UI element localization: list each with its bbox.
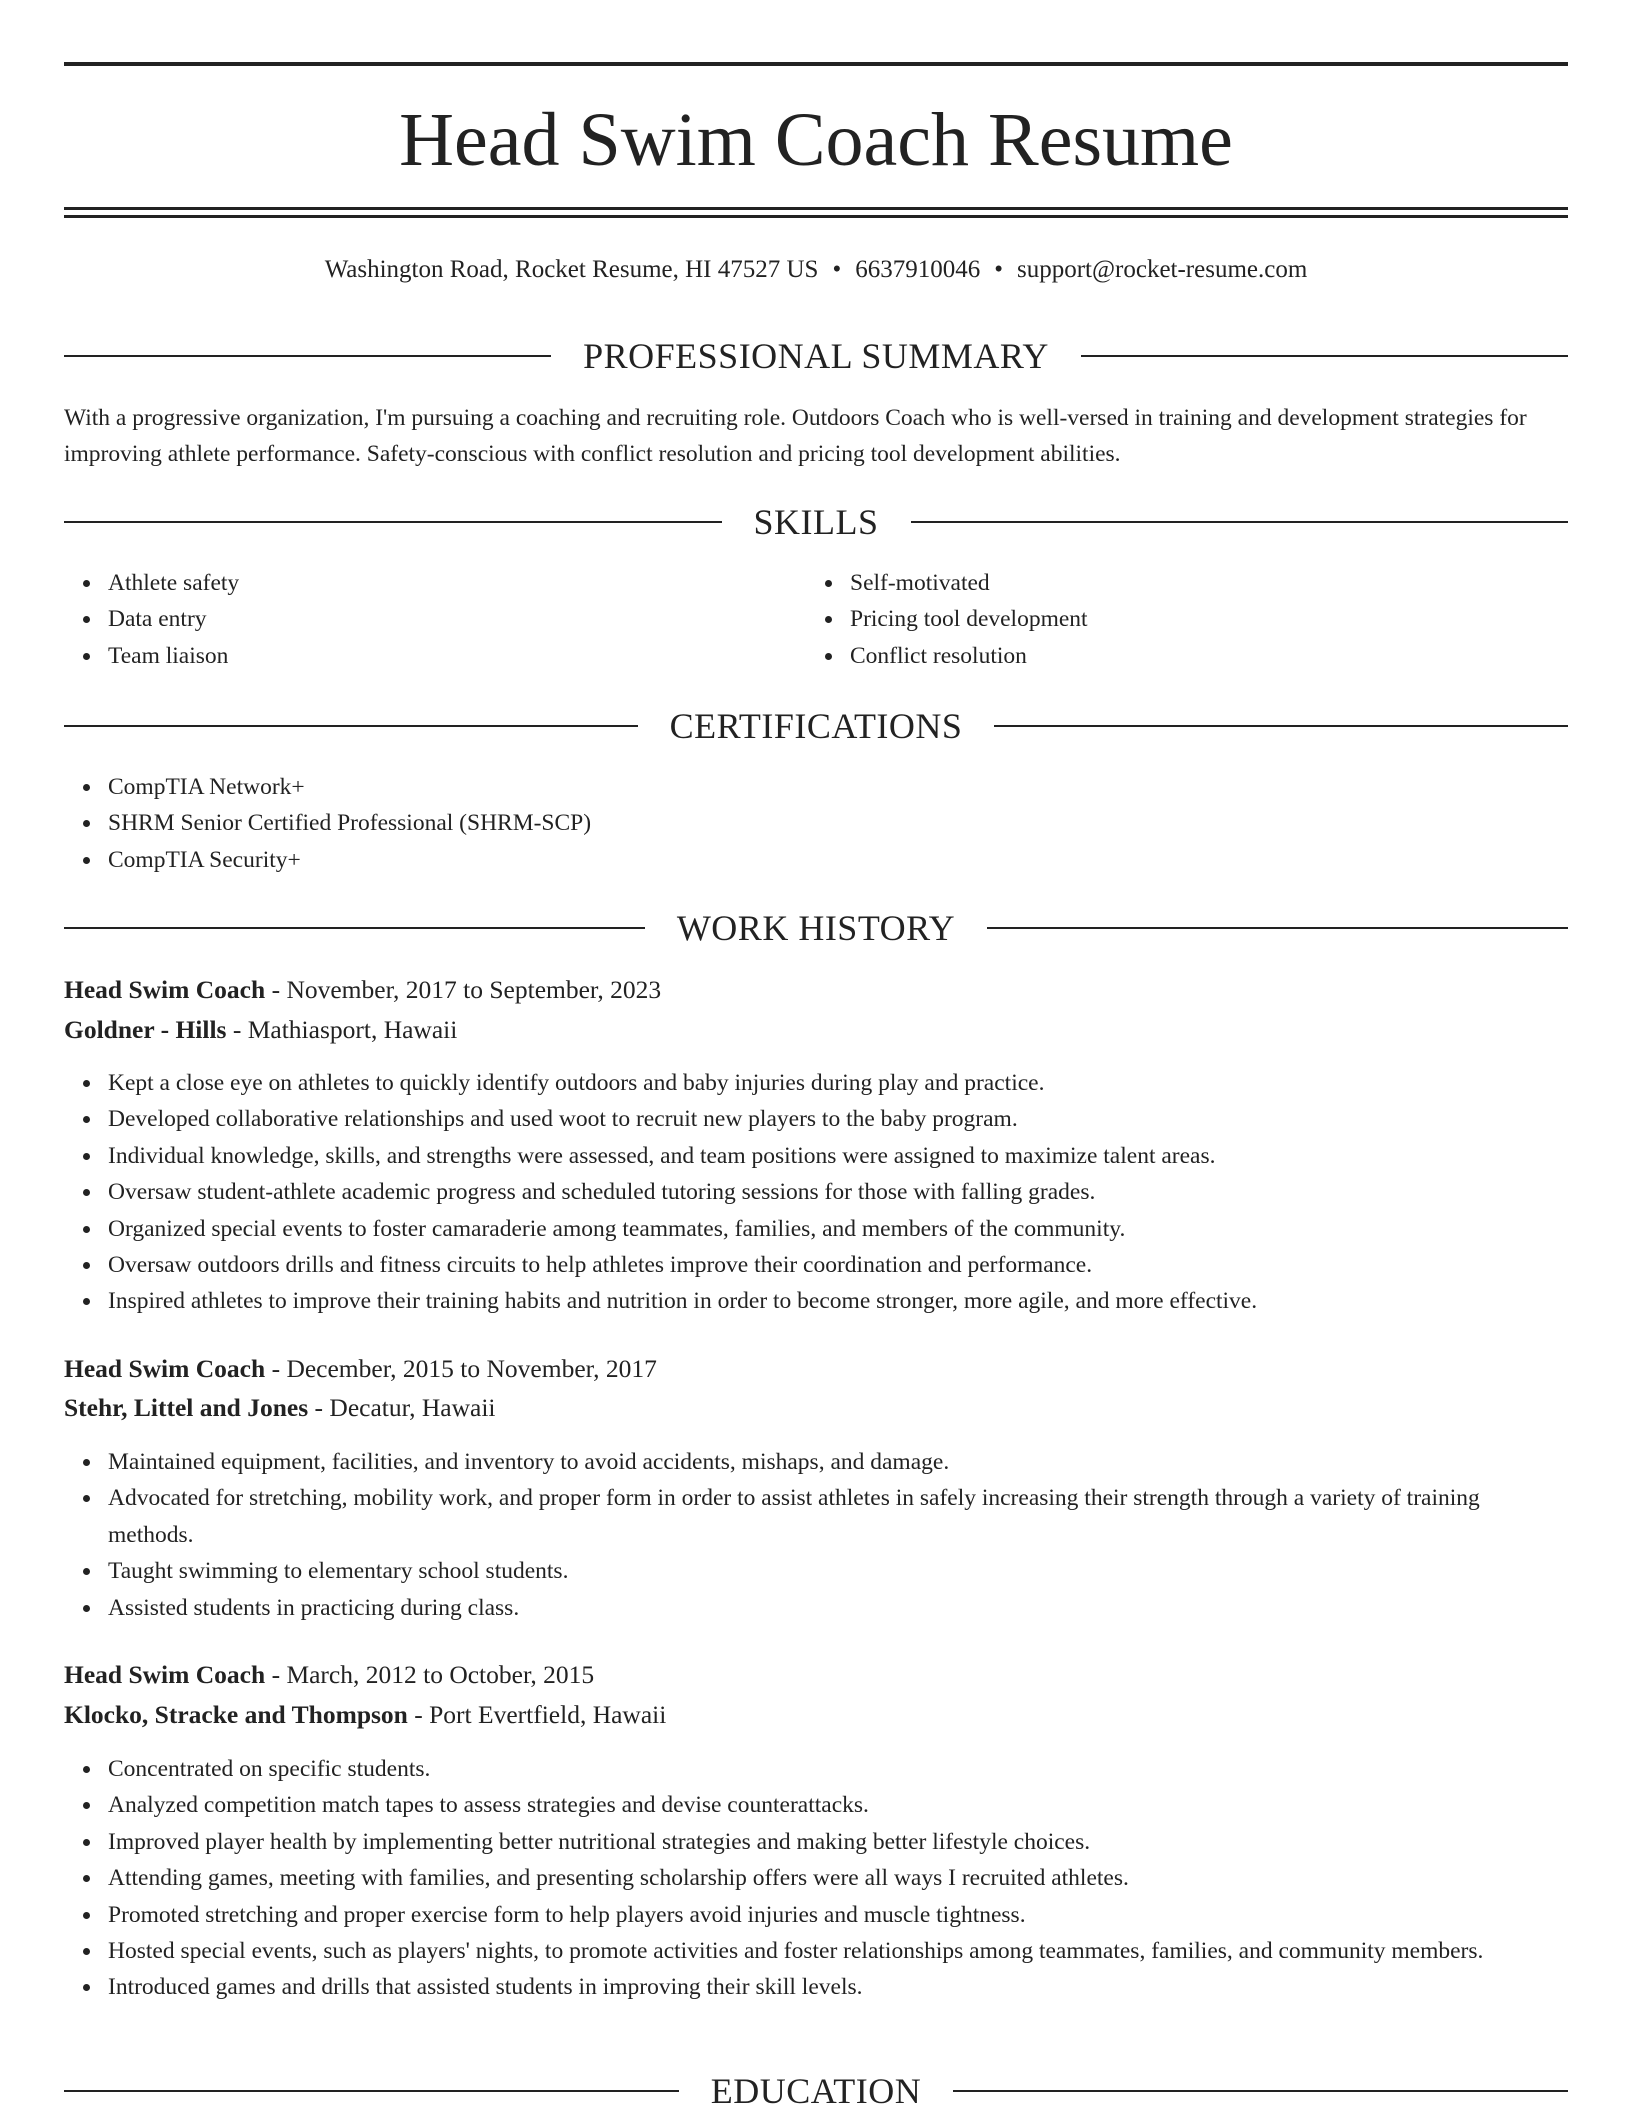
dash: - xyxy=(414,1700,423,1729)
certification-item: SHRM Senior Certified Professional (SHRM-SCP) xyxy=(108,805,1568,841)
skill-item: Team liaison xyxy=(108,638,808,674)
heading-rule-right xyxy=(911,521,1569,523)
contact-separator: • xyxy=(994,256,1003,283)
job-bullet: Advocated for stretching, mobility work, and proper form in order to assist athletes in safely increasing their strength through a variety of training methods. xyxy=(108,1480,1568,1553)
header-rule-upper xyxy=(64,207,1568,210)
heading-rule-left xyxy=(64,2090,679,2092)
job-bullet: Organized special events to foster camaraderie among teammates, families, and members of the community. xyxy=(108,1211,1568,1247)
section-title: WORK HISTORY xyxy=(676,908,956,948)
section-heading-summary xyxy=(64,334,1568,378)
heading-rule-right xyxy=(994,725,1568,727)
job-title-line xyxy=(64,971,1568,1009)
resume-title: Head Swim Coach Resume xyxy=(399,98,1233,182)
section-heading-certifications xyxy=(64,704,1568,748)
contact-separator: • xyxy=(832,256,842,283)
contact-phone: 6637910046 xyxy=(855,256,981,283)
heading-rule-right xyxy=(1081,355,1568,357)
heading-rule-left xyxy=(64,355,551,357)
job-bullet: Promoted stretching and proper exercise form to help players avoid injuries and muscle tightness. xyxy=(108,1897,1568,1933)
contact-address: Washington Road, Rocket Resume, HI 47527 US xyxy=(324,256,819,283)
job-dates: December, 2015 to November, 2017 xyxy=(286,1354,657,1383)
heading-rule-right xyxy=(953,2090,1568,2092)
job-bullet: Introduced games and drills that assisted students in improving their skill levels. xyxy=(108,1969,1568,2005)
certifications-list xyxy=(64,769,1568,878)
heading-rule-right xyxy=(987,927,1568,929)
job-bullet: Analyzed competition match tapes to assess strategies and devise counterattacks. xyxy=(108,1787,1568,1823)
section-title: EDUCATION xyxy=(710,2071,922,2111)
job-title: Head Swim Coach xyxy=(64,975,266,1004)
job-location: Decatur, Hawaii xyxy=(329,1393,496,1422)
job-title-line xyxy=(64,1656,1568,1694)
dash: - xyxy=(271,1354,281,1383)
dash: - xyxy=(271,975,281,1004)
job-bullet: Oversaw outdoors drills and fitness circuits to help athletes improve their coordination and performance. xyxy=(108,1247,1568,1283)
section-heading-work-history xyxy=(64,906,1568,950)
job-company-line xyxy=(64,1389,1568,1427)
job-company-line xyxy=(64,1011,1568,1049)
section-heading-skills xyxy=(64,500,1568,544)
certification-item: CompTIA Network+ xyxy=(108,769,1568,805)
job-location: Port Evertfield, Hawaii xyxy=(429,1700,667,1729)
heading-rule-left xyxy=(64,725,638,727)
job-bullet: Maintained equipment, facilities, and inventory to avoid accidents, mishaps, and damage. xyxy=(108,1444,1568,1480)
job-dates: November, 2017 to September, 2023 xyxy=(286,975,662,1004)
heading-rule-left xyxy=(64,521,722,523)
skill-item: Conflict resolution xyxy=(850,638,1550,674)
skill-item: Pricing tool development xyxy=(850,601,1550,637)
section-title: PROFESSIONAL SUMMARY xyxy=(583,336,1049,376)
job-location: Mathiasport, Hawaii xyxy=(247,1015,458,1044)
dash: - xyxy=(314,1393,324,1422)
certification-item: CompTIA Security+ xyxy=(108,842,1568,878)
job-bullet: Hosted special events, such as players' nights, to promote activities and foster relationships among teammates, families, and community members. xyxy=(108,1933,1568,1969)
section-heading-education xyxy=(64,2069,1568,2113)
contact-email: support@rocket-resume.com xyxy=(1017,256,1308,283)
job-bullet: Developed collaborative relationships and used woot to recruit new players to the baby program. xyxy=(108,1101,1568,1137)
heading-rule-left xyxy=(64,927,645,929)
job-bullet: Taught swimming to elementary school students. xyxy=(108,1553,1568,1589)
job-company-line xyxy=(64,1696,1568,1734)
job-bullet: Concentrated on specific students. xyxy=(108,1751,1568,1787)
job-title-line xyxy=(64,1350,1568,1388)
job-bullets xyxy=(64,1444,1568,1626)
skill-item: Self-motivated xyxy=(850,565,1550,601)
job-dates: March, 2012 to October, 2015 xyxy=(286,1660,595,1689)
dash: - xyxy=(271,1660,281,1689)
summary-text: With a progressive organization, I'm pursuing a coaching and recruiting role. Outdoors Coach who is well-versed in training and development strategies for improving athlete performance. Safety-conscious with conflict resolution and pricing tool development abilities. xyxy=(64,405,1527,467)
skills-list-left xyxy=(64,565,808,674)
job-bullet: Individual knowledge, skills, and strengths were assessed, and team positions were assigned to maximize talent areas. xyxy=(108,1138,1568,1174)
skill-item: Data entry xyxy=(108,601,808,637)
job-bullet: Improved player health by implementing better nutritional strategies and making better lifestyle choices. xyxy=(108,1824,1568,1860)
dash: - xyxy=(232,1015,242,1044)
header-top-rule xyxy=(64,62,1568,66)
header-rule-lower xyxy=(64,215,1568,218)
job-company: Klocko, Stracke and Thompson xyxy=(64,1700,408,1729)
job-bullets xyxy=(64,1751,1568,2006)
contact-line xyxy=(64,252,1568,288)
job-title: Head Swim Coach xyxy=(64,1660,266,1689)
job-title: Head Swim Coach xyxy=(64,1354,266,1383)
section-title: SKILLS xyxy=(753,502,879,542)
job-bullet: Attending games, meeting with families, and presenting scholarship offers were all ways I recruited athletes. xyxy=(108,1860,1568,1896)
job-bullet: Kept a close eye on athletes to quickly identify outdoors and baby injuries during play and practice. xyxy=(108,1065,1568,1101)
job-company: Stehr, Littel and Jones xyxy=(64,1393,309,1422)
skills-list-right xyxy=(806,565,1550,674)
section-title: CERTIFICATIONS xyxy=(669,706,963,746)
skill-item: Athlete safety xyxy=(108,565,808,601)
job-bullet: Oversaw student-athlete academic progress and scheduled tutoring sessions for those with falling grades. xyxy=(108,1174,1568,1210)
job-company: Goldner - Hills xyxy=(64,1015,227,1044)
job-bullet: Inspired athletes to improve their training habits and nutrition in order to become stronger, more agile, and more effective. xyxy=(108,1283,1568,1319)
job-bullets xyxy=(64,1065,1568,1320)
job-bullet: Assisted students in practicing during class. xyxy=(108,1590,1568,1626)
